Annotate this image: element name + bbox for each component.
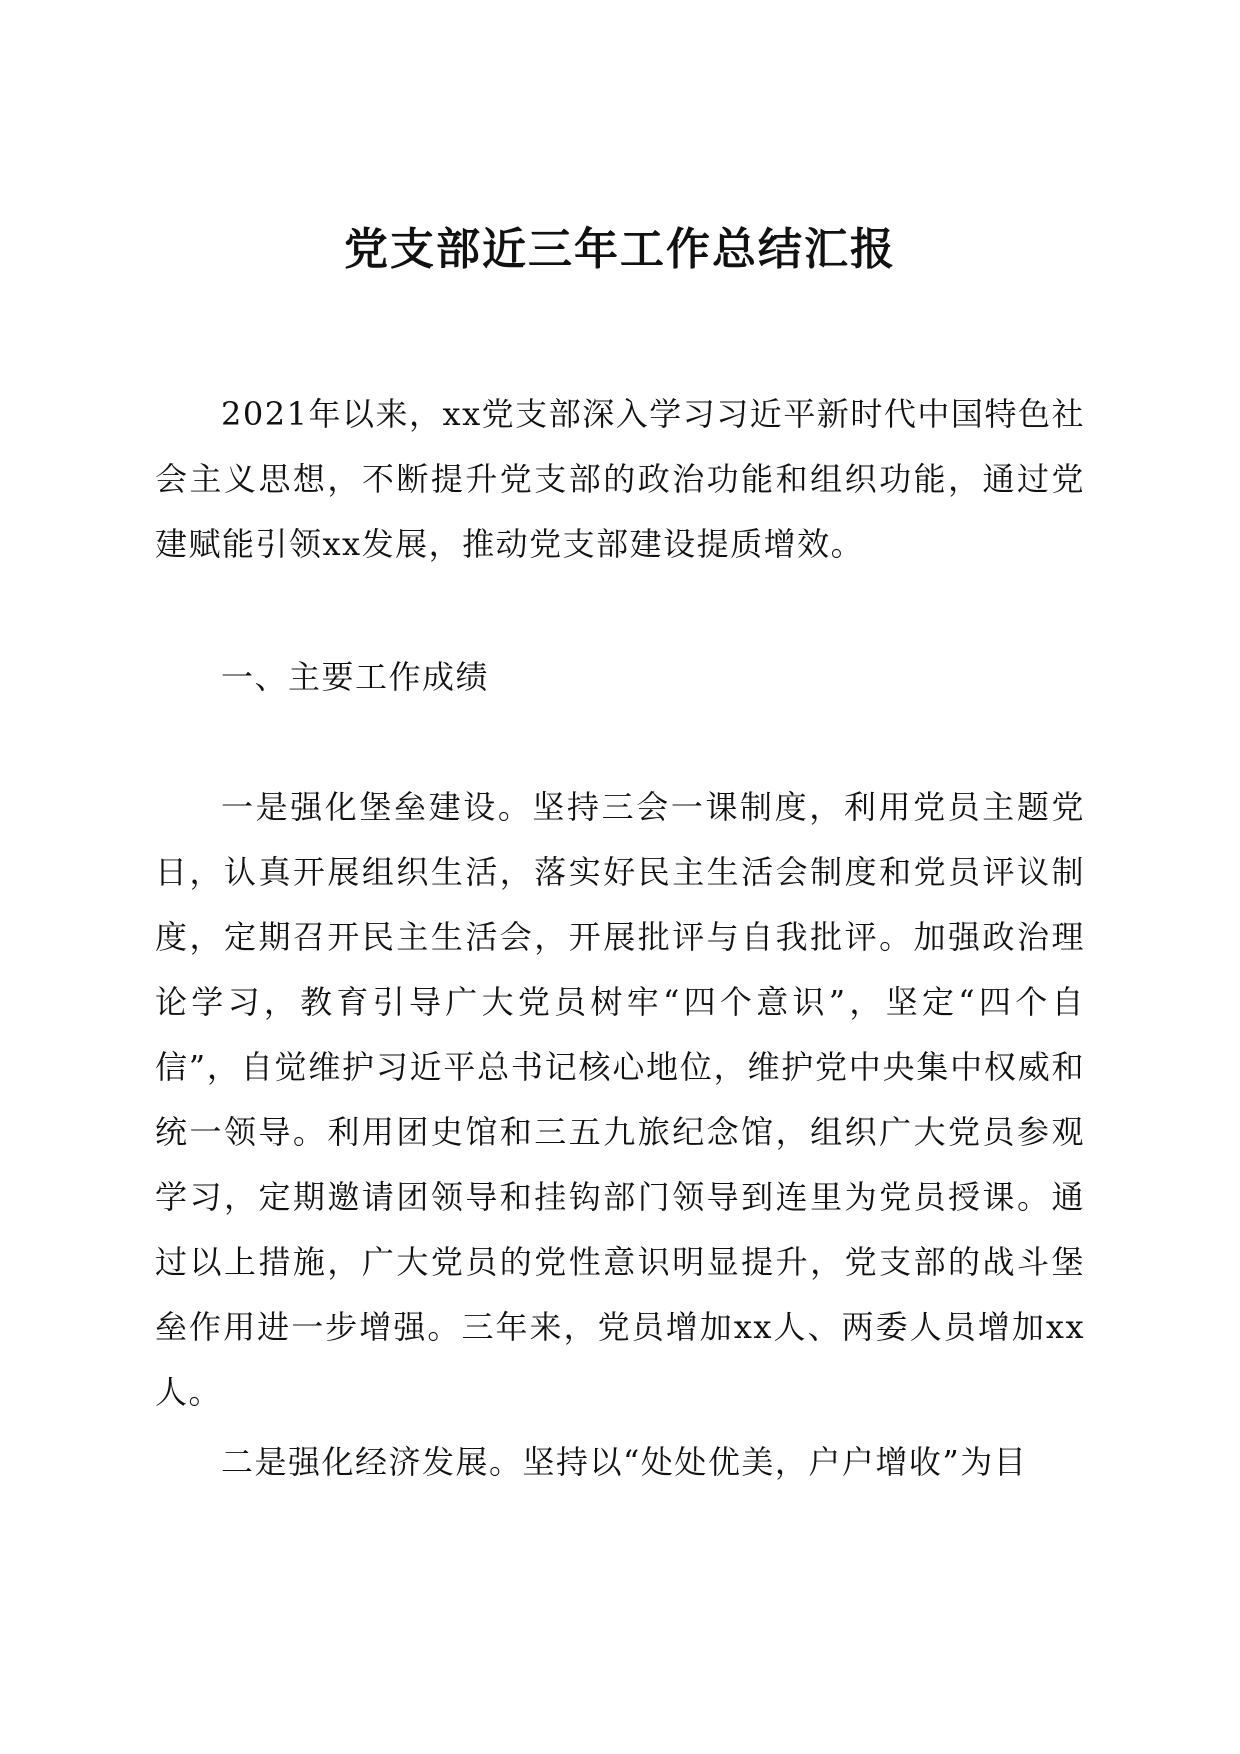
document-title: 党支部近三年工作总结汇报 xyxy=(344,224,896,275)
section-heading: 一、主要工作成绩 xyxy=(221,658,490,696)
intro-paragraph: 2021年以来，xx党支部深入学习习近平新时代中国特色社会主义思想，不断提升党支部的政治功能和组织功能，通过党建赋能引领xx发展，推动党支部建设提质增效。 xyxy=(155,395,1085,563)
body-paragraph-fortress: 一是强化堡垒建设。坚持三会一课制度，利用党员主题党日，认真开展组织生活，落实好民主生活会制度和党员评议制度，定期召开民主生活会，开展批评与自我批评。加强政治理论学习，教育引导广大党员树牢“四个意识”，坚定“四个自信”，自觉维护习近平总书记核心地位，维护党中央集中权威和统一领导。利用团史馆和三五九旅纪念馆，组织广大党员参观学习，定期邀请团领导和挂钩部门领导到连里为党员授课。通过以上措施，广大党员的党性意识明显提升，党支部的战斗堡垒作用进一步增强。三年来，党员增加xx人、两委人员增加xx人。 xyxy=(155,788,1085,1411)
body-paragraph-economy: 二是强化经济发展。坚持以“处处优美，户户增收”为目 xyxy=(221,1443,1028,1481)
